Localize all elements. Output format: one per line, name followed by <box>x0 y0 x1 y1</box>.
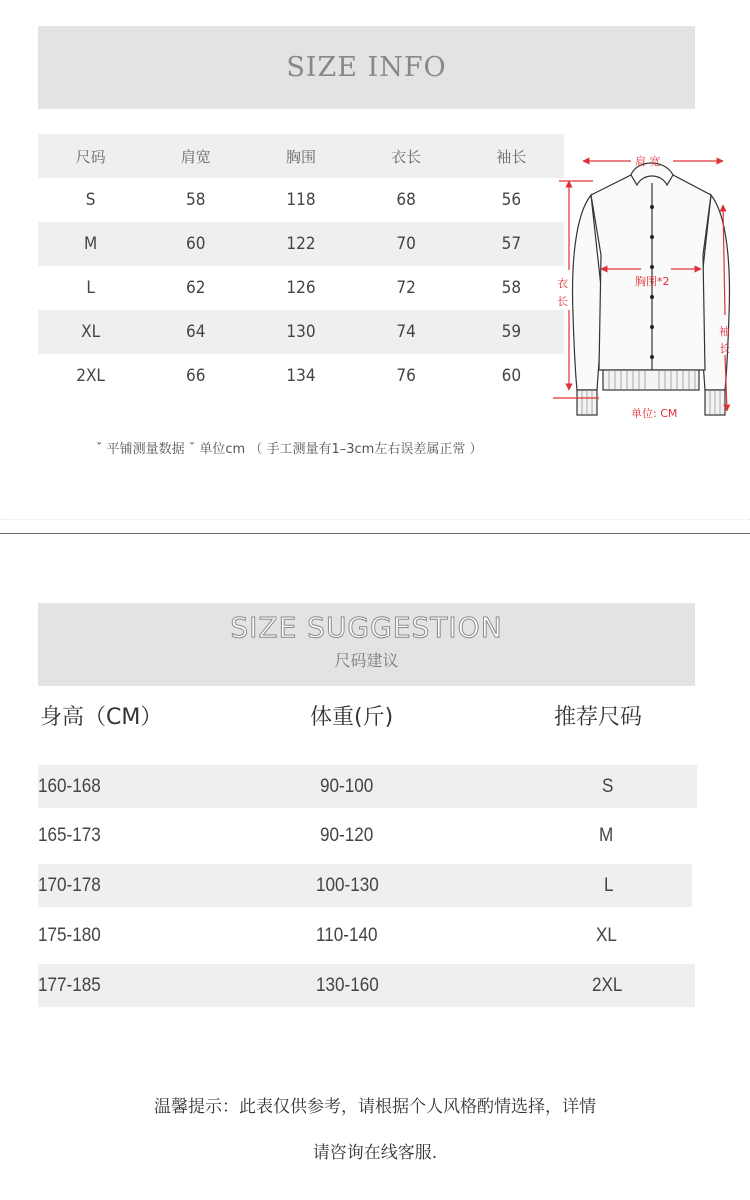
cell-shoulder: 62 <box>186 278 206 298</box>
tip-line-1: 温馨提示：此表仅供参考，请根据个人风格酌情选择，详情 <box>154 1097 596 1117</box>
size-info-title: SIZE INFO <box>286 52 447 83</box>
cell-weight: 90-100 <box>320 776 374 797</box>
cell-shoulder: 60 <box>186 234 206 254</box>
suggestion-header <box>0 700 750 736</box>
size-table <box>38 134 564 398</box>
cell-height: 160-168 <box>38 776 101 797</box>
cell-size: M <box>83 234 98 254</box>
cell-sleeve: 57 <box>501 234 522 254</box>
table-row <box>38 178 564 222</box>
cell-shoulder: 58 <box>186 190 206 210</box>
cell-size: M <box>599 825 614 846</box>
cell-size: 2XL <box>76 366 105 386</box>
jacket-outline <box>573 163 730 415</box>
cell-height: 175-180 <box>38 925 101 946</box>
length-label-1: 衣 <box>557 277 568 290</box>
cell-length: 76 <box>396 366 416 386</box>
cell-size: 2XL <box>592 975 623 996</box>
cell-length: 68 <box>396 190 416 210</box>
cell-size: L <box>604 875 614 896</box>
table-row <box>38 864 692 907</box>
cell-length: 72 <box>396 278 416 298</box>
table-row <box>38 914 695 957</box>
cell-sleeve: 59 <box>501 322 522 342</box>
table-row <box>38 765 697 808</box>
cell-height: 177-185 <box>38 975 101 996</box>
cell-chest: 118 <box>286 190 316 210</box>
table-row <box>38 266 564 310</box>
header-weight: 体重(斤) <box>310 705 394 730</box>
cell-size: L <box>86 278 95 298</box>
cell-sleeve: 58 <box>501 278 522 298</box>
table-row <box>38 354 564 398</box>
table-row <box>38 964 695 1007</box>
header-recommended-size: 推荐尺码 <box>554 705 643 730</box>
cell-weight: 110-140 <box>316 925 378 946</box>
section-divider <box>0 533 750 534</box>
size-table-header <box>38 134 564 178</box>
size-info-banner <box>38 26 695 109</box>
unit-label: 单位: CM <box>631 407 678 420</box>
cell-size: S <box>602 776 614 797</box>
cell-chest: 130 <box>286 322 316 342</box>
cell-sleeve: 56 <box>501 190 522 210</box>
header-sleeve: 袖长 <box>496 147 527 166</box>
sleeve-label-2: 长 <box>719 342 730 355</box>
cell-chest: 126 <box>286 278 316 298</box>
cell-size: S <box>85 190 96 210</box>
table-row <box>38 222 564 266</box>
length-label-2: 长 <box>557 295 568 308</box>
header-shoulder: 肩宽 <box>180 147 211 166</box>
measurement-note: ˇ 平铺测量数据 ˇ 单位cm （ 手工测量有1–3cm左右误差属正常 ） <box>96 442 483 457</box>
cell-weight: 130-160 <box>316 975 379 996</box>
cell-shoulder: 64 <box>186 322 206 342</box>
table-row <box>38 814 695 857</box>
cell-weight: 90-120 <box>320 825 374 846</box>
header-size: 尺码 <box>75 147 106 166</box>
header-length: 衣长 <box>391 147 422 166</box>
cell-size: XL <box>81 322 101 342</box>
cell-length: 70 <box>396 234 416 254</box>
sleeve-label-1: 袖 <box>719 325 730 338</box>
jacket-measurement-diagram <box>553 145 750 420</box>
cell-length: 74 <box>396 322 416 342</box>
header-height: 身高（CM） <box>40 705 163 730</box>
cell-chest: 134 <box>286 366 316 386</box>
table-row <box>38 310 564 354</box>
cell-height: 165-173 <box>38 825 101 846</box>
cell-shoulder: 66 <box>186 366 206 386</box>
cell-height: 170-178 <box>38 875 101 896</box>
chest-label: 胸围*2 <box>635 275 670 288</box>
cell-sleeve: 60 <box>501 366 522 386</box>
cell-size: XL <box>596 925 617 946</box>
tip-line-2: 请咨询在线客服. <box>312 1143 438 1163</box>
cell-weight: 100-130 <box>316 875 379 896</box>
cell-chest: 122 <box>286 234 316 254</box>
header-chest: 胸围 <box>285 147 316 166</box>
dotted-divider <box>0 519 750 520</box>
size-suggestion-title: SIZE SUGGESTION <box>230 611 503 644</box>
size-suggestion-banner <box>38 603 695 686</box>
shoulder-label: 肩 宽 <box>635 155 661 168</box>
size-suggestion-subtitle: 尺码建议 <box>334 651 399 670</box>
